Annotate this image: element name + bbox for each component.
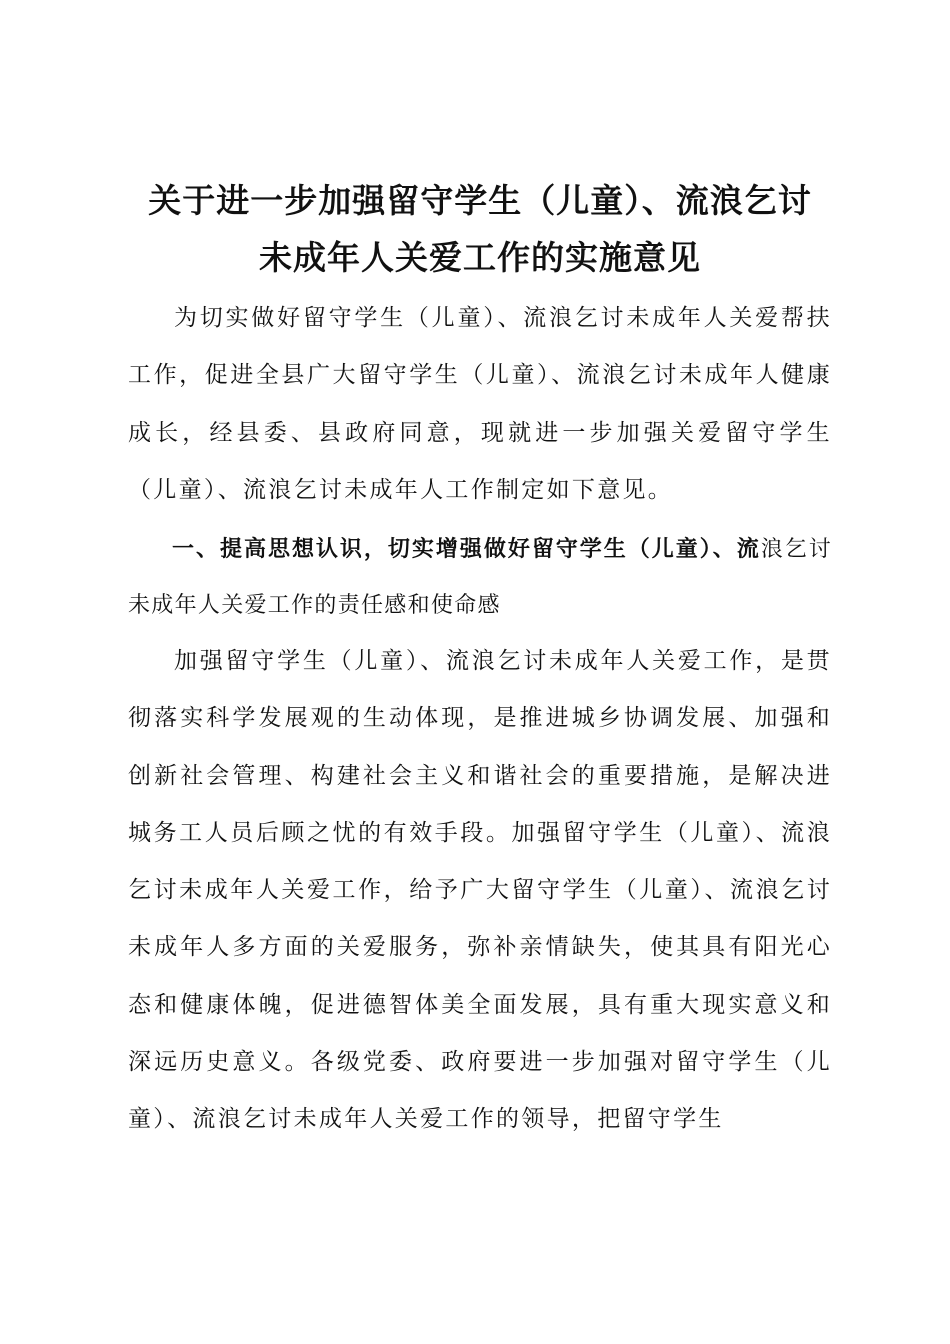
section-1-heading-rest: 浪乞讨未成年人关爱工作的责任感和使命感 [128, 537, 832, 618]
section-1-heading [128, 522, 832, 634]
document-title-line-1: 关于进一步加强留守学生（儿童）、流浪乞讨 [148, 181, 812, 220]
section-1-paragraph: 加强留守学生（儿童）、流浪乞讨未成年人关爱工作，是贯彻落实科学发展观的生动体现，是推进城乡协调发展、加强和创新社会管理、构建社会主义和谐社会的重要措施，是解决进城务工人员后顾之忧的有效手段。加强留守学生（儿童）、流浪乞讨未成年人关爱工作，给予广大留守学生（儿童）、流浪乞讨未成年人多方面的关爱服务，弥补亲情缺失，使其具有阳光心态和健康体魄，促进德智体美全面发展，具有重大现实意义和深远历史意义。各级党委、政府要进一步加强对留守学生（儿童）、流浪乞讨未成年人关爱工作的领导，把留守学生 [128, 648, 832, 1133]
section-1-heading-bold: 一、提高思想认识，切实增强做好留守学生（儿童）、流 [172, 537, 761, 562]
document-title-line-2: 未成年人关爱工作的实施意见 [259, 238, 701, 277]
intro-paragraph: 为切实做好留守学生（儿童）、流浪乞讨未成年人关爱帮扶工作，促进全县广大留守学生（儿童）、流浪乞讨未成年人健康成长，经县委、县政府同意，现就进一步加强关爱留守学生（儿童）、流浪乞讨未成年人工作制定如下意见。 [128, 305, 832, 503]
